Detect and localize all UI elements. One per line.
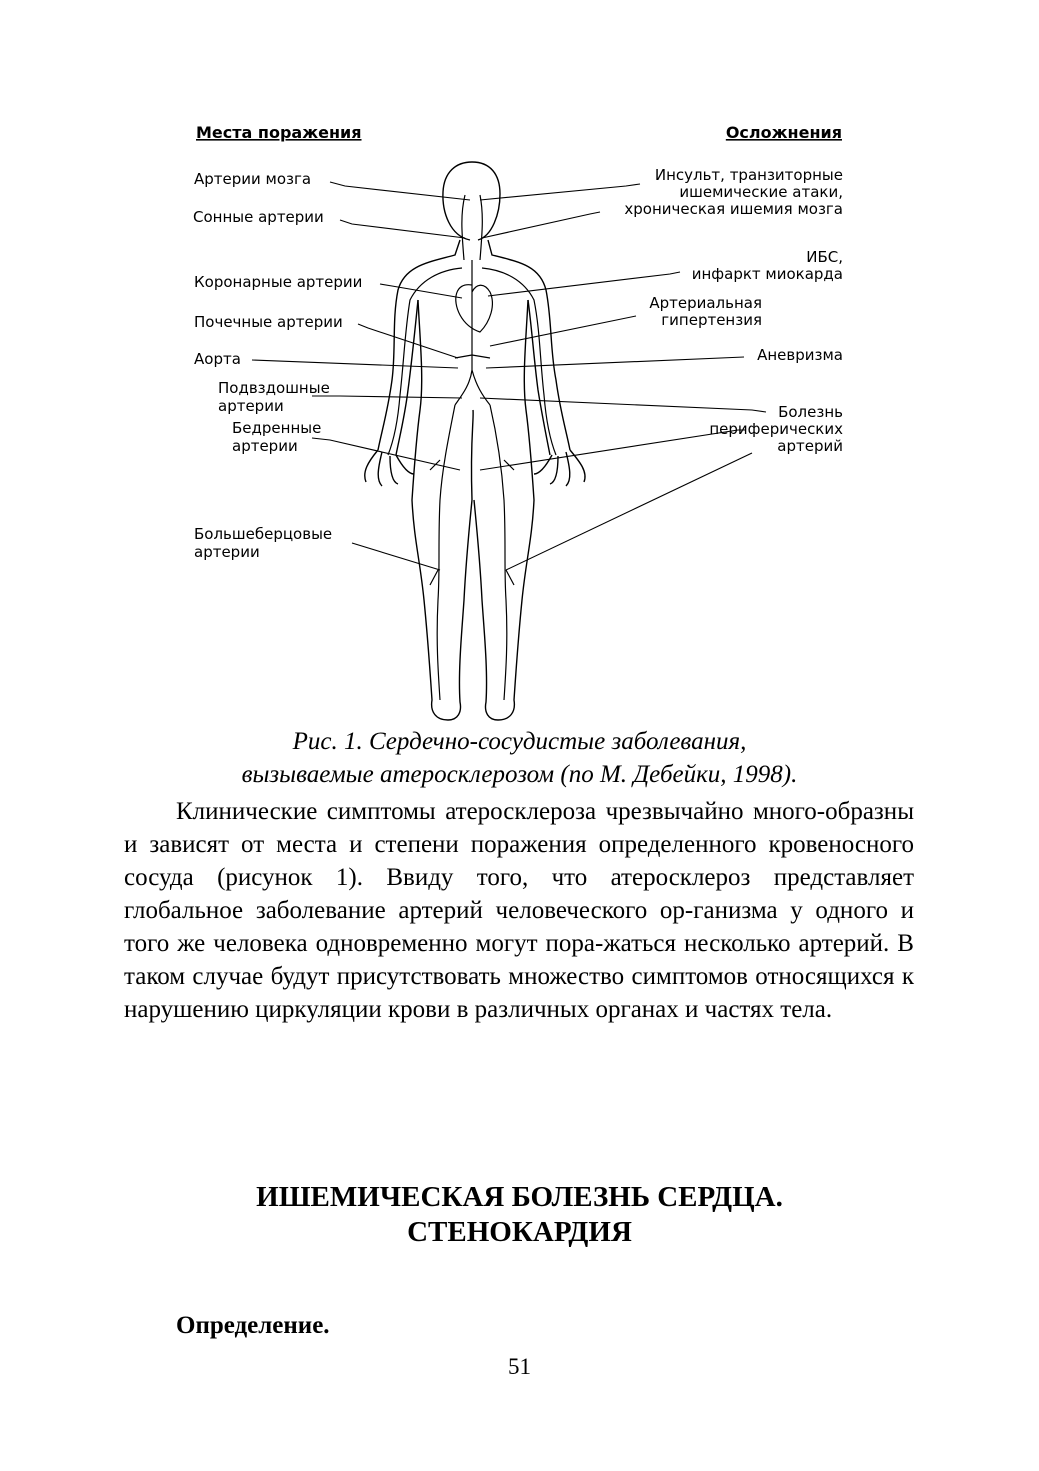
label-pad-3: артерий — [777, 437, 843, 455]
label-tibial-arteries-2: артерии — [194, 543, 260, 561]
label-hypertension-2: гипертензия — [661, 311, 762, 329]
figure-caption-line-2: вызываемые атеросклерозом (по М. Дебейки, 1998). — [241, 761, 798, 788]
label-iliac-arteries-2: артерии — [218, 397, 284, 415]
label-hypertension-1: Артериальная — [649, 294, 762, 312]
definition-heading: Определение. — [176, 1312, 330, 1339]
label-aorta: Аорта — [194, 350, 241, 368]
label-stroke-1: Инсульт, транзиторные — [654, 166, 843, 184]
label-femoral-arteries-1: Бедренные — [232, 419, 322, 437]
section-heading-line-2: СТЕНОКАРДИЯ — [407, 1216, 632, 1248]
body-paragraph: Клинические симптомы атеросклероза чрезвычайно много-образны и зависят от места и степени поражения определенного кровеносного сосуда (рисунок 1). Ввиду того, что атеросклероз представляет глобальное заболевание артерий человеческого ор-ганизма у одного и того же человека одновременно могут пора-жаться несколько артерий. В таком случае будут присутствовать множество симптомов относящихся к нарушению циркуляции крови в различных органах и частях тела. — [124, 798, 914, 1023]
page-number: 51 — [508, 1354, 531, 1379]
label-stroke-2: ишемические атаки, — [679, 183, 843, 201]
label-renal-arteries: Почечные артерии — [194, 313, 343, 331]
label-iliac-arteries-1: Подвздошные — [218, 379, 330, 397]
label-coronary-arteries: Коронарные артерии — [194, 273, 363, 291]
label-carotid-arteries: Сонные артерии — [193, 208, 324, 226]
left-labels — [193, 170, 362, 561]
anatomy-figure — [0, 0, 1039, 730]
label-pad-1: Болезнь — [778, 403, 843, 421]
right-labels — [624, 166, 843, 455]
label-brain-arteries: Артерии мозга — [194, 170, 312, 188]
label-femoral-arteries-2: артерии — [232, 437, 298, 455]
header-complications: Осложнения — [725, 123, 842, 142]
label-pad-2: периферических — [709, 420, 843, 438]
body-outline — [365, 162, 585, 720]
label-ihd-1: ИБС, — [806, 248, 843, 266]
label-stroke-3: хроническая ишемия мозга — [624, 200, 843, 218]
label-aneurysm: Аневризма — [757, 346, 843, 364]
header-lesion-sites: Места поражения — [196, 123, 362, 142]
section-heading-line-1: ИШЕМИЧЕСКАЯ БОЛЕЗНЬ СЕРДЦА. — [256, 1181, 783, 1213]
label-ihd-2: инфаркт миокарда — [691, 265, 843, 283]
leader-lines — [252, 182, 766, 570]
figure-caption-line-1: Рис. 1. Сердечно-сосудистые заболевания, — [292, 728, 747, 755]
label-tibial-arteries-1: Большеберцовые — [194, 525, 333, 543]
